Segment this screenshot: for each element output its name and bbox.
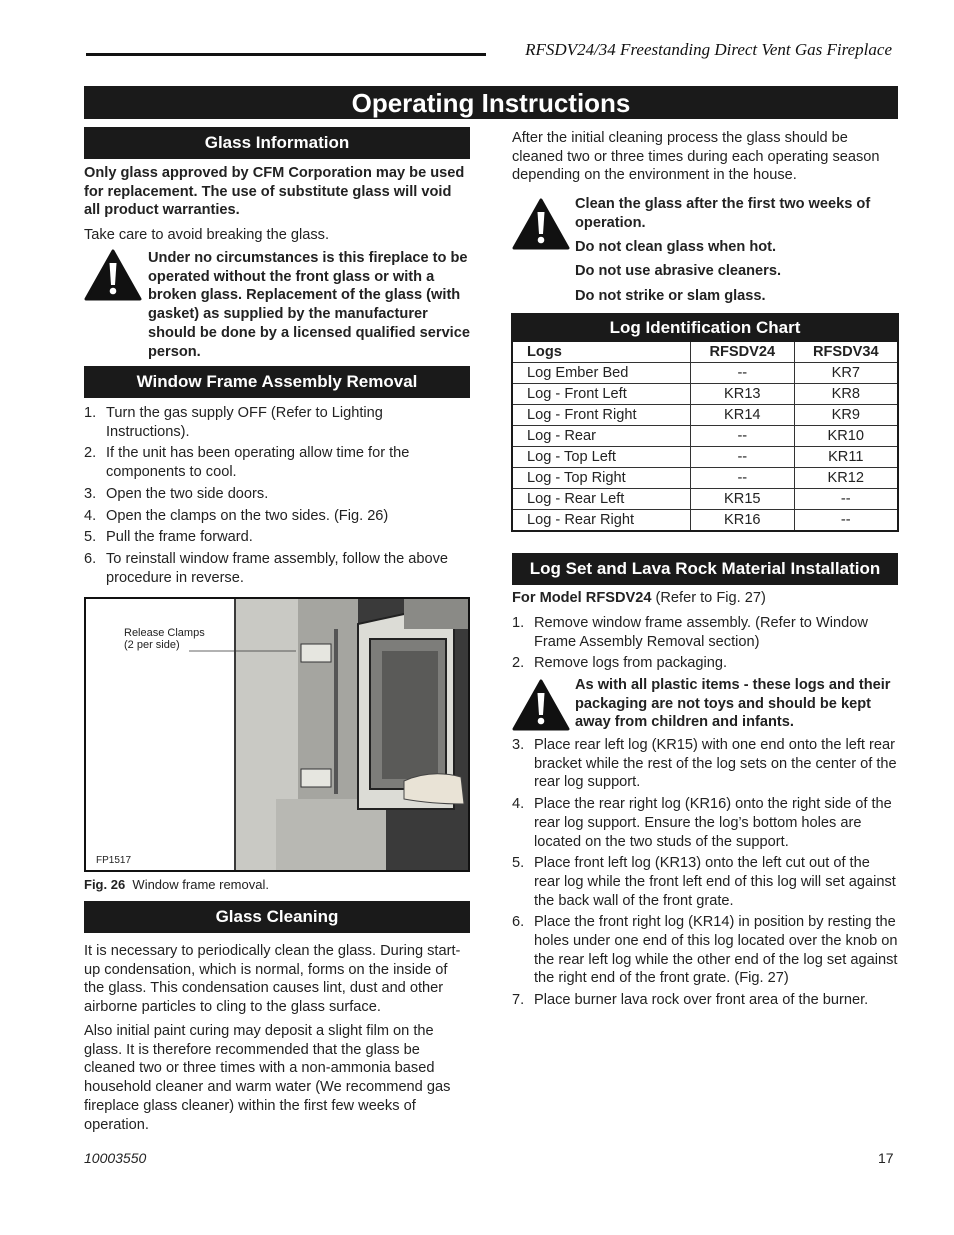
step-text: Remove window frame assembly. (Refer to Window Frame Assembly Removal section) <box>534 615 868 650</box>
step-number: 5. <box>84 529 97 546</box>
table-cell: -- <box>691 426 795 447</box>
step-text: Place rear left log (KR15) with one end onto the left rear bracket while the rest of the log sets on the center of the rear log support. <box>534 737 897 791</box>
warning-icon <box>84 249 142 301</box>
log-install-heading: Log Set and Lava Rock Material Installation <box>512 553 898 585</box>
step-number: 4. <box>512 796 525 813</box>
table-cell: KR10 <box>794 426 897 447</box>
log-install-model <box>512 589 898 608</box>
table-cell: KR9 <box>794 405 897 426</box>
step-text: Turn the gas supply OFF (Refer to Lighting Instructions). <box>106 405 383 440</box>
model-label: For Model RFSDV24 <box>512 590 652 606</box>
step-item <box>84 485 470 504</box>
window-frame-steps <box>84 404 470 590</box>
step-text: To reinstall window frame assembly, follow the above procedure in reverse. <box>106 550 449 586</box>
step-item <box>512 736 898 792</box>
glass-warning <box>84 249 470 361</box>
table-row <box>513 426 897 447</box>
step-item <box>84 507 470 526</box>
glass-information-heading: Glass Information <box>84 127 470 159</box>
figure-callout <box>124 627 205 651</box>
step-number: 2. <box>512 655 525 672</box>
step-item <box>84 404 470 441</box>
table-row <box>513 447 897 468</box>
plastic-warning-text: As with all plastic items - these logs and their packaging are not toys and should be kept away from children and infants. <box>575 677 891 731</box>
table-cell: Log - Rear <box>513 426 691 447</box>
table-cell: KR11 <box>794 447 897 468</box>
table-row <box>513 489 897 510</box>
callout-line-1: Release Clamps <box>124 627 205 639</box>
glass-cleaning-para-3: After the initial cleaning process the glass should be cleaned two or three times during each operating season depending on the environment in the house. <box>512 130 880 184</box>
table-cell: -- <box>691 447 795 468</box>
log-chart-heading: Log Identification Chart <box>513 315 897 342</box>
step-item <box>512 614 898 651</box>
step-number: 4. <box>84 507 97 524</box>
table-cell: Log Ember Bed <box>513 363 691 384</box>
step-number: 6. <box>84 550 97 567</box>
header-rule <box>86 53 486 56</box>
step-item <box>84 550 470 587</box>
step-number: 1. <box>512 615 525 631</box>
window-frame-heading: Window Frame Assembly Removal <box>84 366 470 398</box>
table-row <box>513 384 897 405</box>
table-cell: -- <box>691 363 795 384</box>
table-cell: Log - Top Left <box>513 447 691 468</box>
step-text: Place the front right log (KR14) in position by resting the holes under one end of this log located over the knob on the rear left log while the other end of the log set against the right end of the front grate. (Fig. 27) <box>534 914 898 987</box>
table-cell: Log - Rear Right <box>513 510 691 531</box>
table-cell: KR7 <box>794 363 897 384</box>
step-number: 6. <box>512 914 525 931</box>
figure-caption-label: Fig. 26 <box>84 877 126 892</box>
log-col-rfsdv34: RFSDV34 <box>794 342 897 363</box>
doc-number: 10003550 <box>84 1150 147 1166</box>
table-cell: KR13 <box>691 384 795 405</box>
table-row <box>513 468 897 489</box>
table-cell: -- <box>794 489 897 510</box>
cleaning-warning-2: Do not clean glass when hot. <box>575 239 777 255</box>
log-table <box>513 342 897 530</box>
step-text: If the unit has been operating allow time for the components to cool. <box>106 445 410 481</box>
log-identification-chart <box>511 313 899 532</box>
cleaning-warning-4: Do not strike or slam glass. <box>575 288 766 304</box>
header-title: RFSDV24/34 Freestanding Direct Vent Gas Fireplace <box>525 40 892 59</box>
table-row <box>513 510 897 531</box>
table-cell: -- <box>794 510 897 531</box>
table-cell: KR16 <box>691 510 795 531</box>
step-number: 7. <box>512 992 525 1009</box>
warning-icon <box>512 198 570 250</box>
step-item <box>84 528 470 547</box>
table-cell: KR15 <box>691 489 795 510</box>
glass-cleaning-heading: Glass Cleaning <box>84 901 470 933</box>
cleaning-warning-3: Do not use abrasive cleaners. <box>575 263 782 279</box>
step-item <box>512 795 898 851</box>
step-text: Open the clamps on the two sides. (Fig. 26) <box>106 507 389 524</box>
step-number: 1. <box>84 405 97 421</box>
step-text: Place front left log (KR13) onto the left cut out of the rear log while the front left end of this log will set against the back wall of the front grate. <box>534 855 896 909</box>
figure-caption <box>84 877 269 892</box>
log-install-steps-b <box>512 736 898 1013</box>
table-cell: -- <box>691 468 795 489</box>
step-number: 3. <box>512 737 525 753</box>
step-text: Place burner lava rock over front area of the burner. <box>534 992 869 1009</box>
step-item <box>512 913 898 988</box>
step-text: Open the two side doors. <box>106 485 269 502</box>
figure-window-frame <box>84 597 470 872</box>
step-number: 3. <box>84 485 97 502</box>
page-number: 17 <box>878 1150 894 1166</box>
glass-approval-notice: Only glass approved by CFM Corporation may be used for replacement. The use of substitute glass will void all product warranties. <box>84 165 465 219</box>
glass-warning-text: Under no circumstances is this fireplace to be operated without the front glass or with a broken glass. Replacement of the glass (with gasket) as supplied by the manufacturer should be done by a licensed qualified service person. <box>148 250 470 360</box>
step-item <box>84 444 470 481</box>
table-cell: KR8 <box>794 384 897 405</box>
glass-cleaning-para-2: Also initial paint curing may deposit a slight film on the glass. It is therefore recommended that the glass be cleaned two or three times with a non-ammonia based household cleaner and warm water (We recommend gas fireplace glass cleaner) within the first few weeks of operation. <box>84 1023 451 1133</box>
glass-care-text: Take care to avoid breaking the glass. <box>84 227 329 243</box>
table-row <box>513 363 897 384</box>
log-col-logs: Logs <box>513 342 691 363</box>
figure-code: FP1517 <box>96 855 132 866</box>
page-title: Operating Instructions <box>84 86 898 119</box>
model-ref: (Refer to Fig. 27) <box>651 590 766 606</box>
table-cell: Log - Rear Left <box>513 489 691 510</box>
glass-cleaning-para-1: It is necessary to periodically clean the glass. During start-up condensation, which is normal, forms on the inside of the glass. This condensation causes lint, dust and other airborne particles to cling to the glass surface. <box>84 943 461 1016</box>
callout-line-2: (2 per side) <box>124 639 180 651</box>
cleaning-warning-1: Clean the glass after the first two weeks of operation. <box>575 196 871 231</box>
table-cell: KR14 <box>691 405 795 426</box>
step-item <box>512 654 898 673</box>
log-install-steps-a <box>512 614 898 676</box>
table-cell: Log - Top Right <box>513 468 691 489</box>
table-cell: Log - Front Right <box>513 405 691 426</box>
log-table-header-row <box>513 342 897 363</box>
log-col-rfsdv24: RFSDV24 <box>691 342 795 363</box>
step-number: 2. <box>84 445 97 462</box>
table-cell: KR12 <box>794 468 897 489</box>
step-text: Pull the frame forward. <box>106 529 253 546</box>
table-row <box>513 405 897 426</box>
warning-icon <box>512 679 570 731</box>
table-cell: Log - Front Left <box>513 384 691 405</box>
figure-caption-text: Window frame removal. <box>132 877 269 892</box>
step-item <box>512 854 898 910</box>
step-number: 5. <box>512 855 525 872</box>
step-item <box>512 991 898 1010</box>
step-text: Remove logs from packaging. <box>534 655 728 672</box>
step-text: Place the rear right log (KR16) onto the right side of the rear log support. Ensure the log’s bottom holes are located on the two studs of the support. <box>534 796 892 850</box>
